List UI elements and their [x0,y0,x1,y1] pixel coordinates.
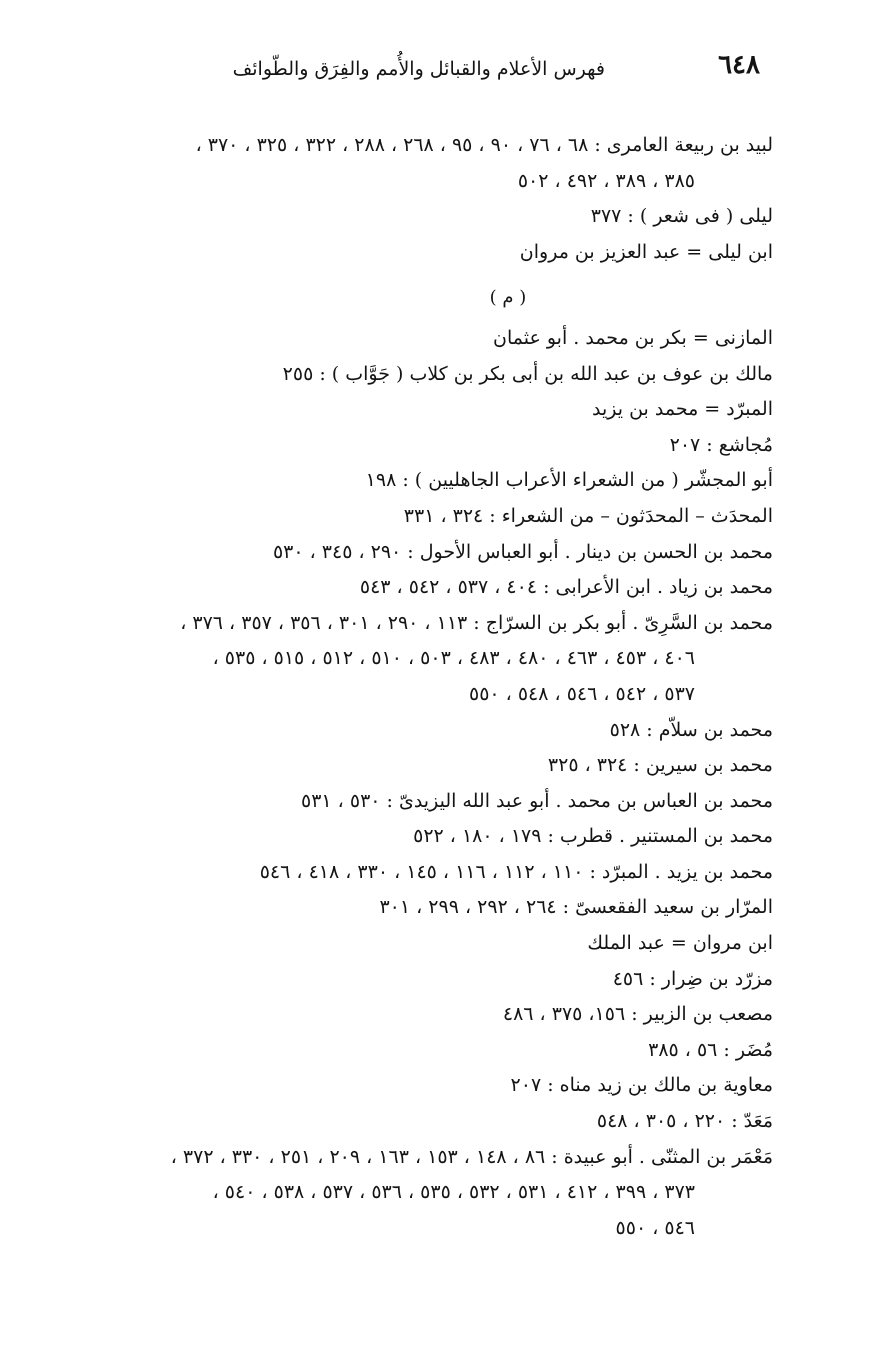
page-header [200,50,760,90]
index-entry [53,321,773,357]
index-entry [53,713,773,749]
index-entry-line: محمد بن المستنير . قطرب : ١٧٩ ، ١٨٠ ، ٥٢٢ [413,825,773,848]
index-entry-line: مزرّد بن ضِرار : ٤٥٦ [612,967,773,990]
running-title: فهرس الأعلام والقبائل والأُمم والفِرَق والطّوائف [232,58,605,80]
index-entry-line: مالك بن عوف بن عبد الله بن أبى بكر بن كلاب ( جَوَّاب ) : ٢٥٥ [282,362,773,385]
index-entry [53,1068,773,1104]
index-entry-line: مُضَر : ٥٦ ، ٣٨٥ [648,1038,773,1061]
index-entry-line: المحدَث – المحدَثون – من الشعراء : ٣٢٤ ، ٣٣١ [403,504,773,527]
index-content [53,128,773,1246]
index-entry-line: أبو المجشّر ( من الشعراء الأعراب الجاهليين ) : ١٩٨ [365,469,773,492]
index-entry [53,748,773,784]
index-entry [53,890,773,926]
index-entry-line: المرّار بن سعيد الفقعسىّ : ٢٦٤ ، ٢٩٢ ، ٢٩٩ ، ٣٠١ [379,896,773,919]
index-entry-line: لبيد بن ربيعة العامرى : ٦٨ ، ٧٦ ، ٩٠ ، ٩٥ ، ٢٦٨ ، ٢٨٨ ، ٣٢٢ ، ٣٢٥ ، ٣٧٠ ، [195,134,773,156]
index-entry [53,784,773,820]
index-entry [53,1033,773,1069]
index-entry [53,128,773,199]
index-entry [53,997,773,1033]
index-entry-line: مَعَدّ : ٢٢٠ ، ٣٠٥ ، ٥٤٨ [596,1110,773,1133]
index-entry-line: محمد بن سلاّم : ٥٢٨ [609,718,773,741]
index-entry [53,199,773,235]
index-entry [53,499,773,535]
index-entry-continuation: ٤٠٦ ، ٤٥٣ ، ٤٦٣ ، ٤٨٠ ، ٤٨٣ ، ٥٠٣ ، ٥١٠ ، ٥١٢ ، ٥١٥ ، ٥٣٥ ، [212,647,695,670]
index-section-mim [53,321,773,1246]
index-entry [53,235,773,271]
index-entry [53,962,773,998]
index-entry [53,463,773,499]
index-entry [53,357,773,393]
section-letter-heading: ( م ) [489,287,527,309]
index-entry-line: مصعب بن الزبير : ١٥٦، ٣٧٥ ، ٤٨٦ [502,1003,773,1026]
index-entry [53,606,773,713]
index-entry-line: محمد بن السَّرِىّ . أبو بكر بن السرّاج : ١١٣ ، ٢٩٠ ، ٣٠١ ، ٣٥٦ ، ٣٥٧ ، ٣٧٦ ، [180,611,773,634]
index-entry-continuation: ٥٣٧ ، ٥٤٢ ، ٥٤٦ ، ٥٤٨ ، ٥٥٠ [469,682,695,705]
index-entry-continuation: ٥٤٦ ، ٥٥٠ [615,1216,695,1239]
index-entry-line: معاوية بن مالك بن زيد مناه : ٢٠٧ [510,1074,773,1097]
page-number: ٦٤٨ [718,50,760,80]
index-entry [53,1104,773,1140]
index-entry [53,855,773,891]
index-entry-line: المبرّد = محمد بن يزيد [592,398,773,421]
index-entry-line: ابن ليلى = عبد العزيز بن مروان [519,240,773,263]
index-entry [53,1140,773,1247]
index-entry [53,428,773,464]
index-entry-line: محمد بن الحسن بن دينار . أبو العباس الأحول : ٢٩٠ ، ٣٤٥ ، ٥٣٠ [272,540,773,563]
index-entry [53,570,773,606]
index-entry [53,392,773,428]
index-entry-line: ابن مروان = عبد الملك [587,932,773,955]
index-entry [53,535,773,571]
index-entry-line: مَعْمَر بن المثنّى . أبو عبيدة : ٨٦ ، ١٤٨ ، ١٥٣ ، ١٦٣ ، ٢٠٩ ، ٢٥١ ، ٣٣٠ ، ٣٧٢ ، [170,1145,773,1168]
index-entry [53,926,773,962]
index-entry-continuation: ٣٧٣ ، ٣٩٩ ، ٤١٢ ، ٥٣١ ، ٥٣٢ ، ٥٣٥ ، ٥٣٦ ، ٥٣٧ ، ٥٣٨ ، ٥٤٠ ، [212,1181,695,1204]
index-entry-line: محمد بن سيرين : ٣٢٤ ، ٣٢٥ [547,754,773,777]
index-entry-line: محمد بن يزيد . المبرّد : ١١٠ ، ١١٢ ، ١١٦ ، ١٤٥ ، ٣٣٠ ، ٤١٨ ، ٥٤٦ [259,860,773,883]
index-section-lam [53,128,773,270]
index-entry-line: ليلى ( فى شعر ) : ٣٧٧ [590,205,773,228]
index-entry-line: المازنى = بكر بن محمد . أبو عثمان [493,326,773,349]
index-entry-line: محمد بن زياد . ابن الأعرابى : ٤٠٤ ، ٥٣٧ ، ٥٤٢ ، ٥٤٣ [359,576,773,599]
index-entry-line: محمد بن العباس بن محمد . أبو عبد الله اليزيدىّ : ٥٣٠ ، ٥٣١ [301,789,773,812]
index-entry-line: مُجاشع : ٢٠٧ [669,433,773,456]
index-entry-continuation: ٣٨٥ ، ٣٨٩ ، ٤٩٢ ، ٥٠٢ [517,169,695,192]
index-entry [53,819,773,855]
